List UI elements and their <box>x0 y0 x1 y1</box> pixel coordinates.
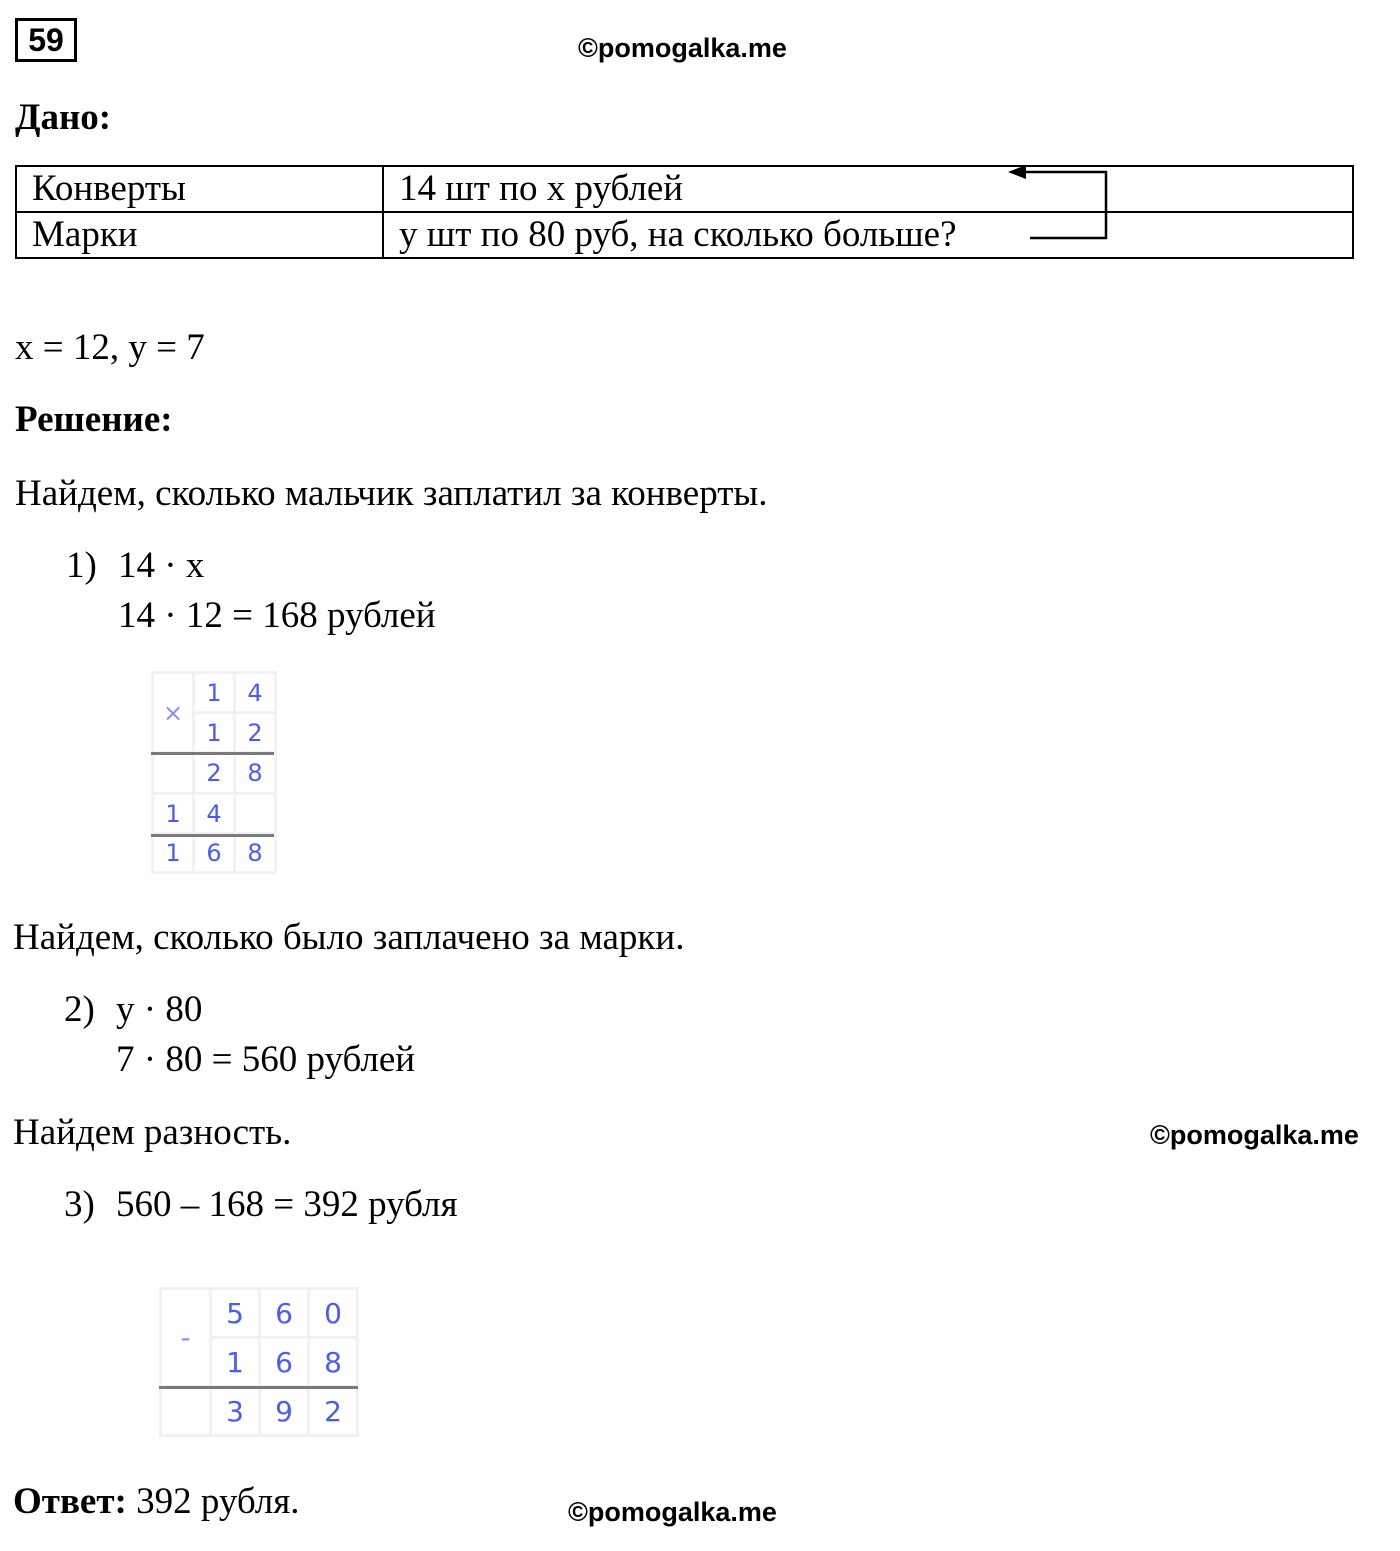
answer-value: 392 рубля. <box>136 1481 300 1522</box>
values-line: х = 12, у = 7 <box>15 327 205 368</box>
watermark-middle: ©pomogalka.me <box>1150 1120 1359 1150</box>
grid-cell: 6 <box>195 835 233 871</box>
given-value-stamps: у шт по 80 руб, на сколько больше? <box>383 212 1353 258</box>
grid-cell: 1 <box>195 674 233 711</box>
grid-cell <box>154 754 192 792</box>
answer-label: Ответ: <box>13 1481 127 1522</box>
step-1-number: 1) <box>66 545 97 586</box>
given-heading: Дано: <box>15 97 112 138</box>
given-table <box>15 165 1354 259</box>
given-label-stamps: Марки <box>16 212 383 258</box>
grid-cell <box>236 795 274 832</box>
step-3-number: 3) <box>64 1184 95 1225</box>
grid-cell <box>162 1388 209 1434</box>
grid-cell: 9 <box>261 1388 307 1434</box>
step-2-expression: у · 80 <box>116 989 203 1030</box>
given-label-envelopes: Конверты <box>16 166 383 212</box>
solution-intro-1: Найдем, сколько мальчик заплатил за конверты. <box>15 473 768 514</box>
grid-cell: 1 <box>195 714 233 751</box>
solution-intro-3: Найдем разность. <box>13 1112 292 1153</box>
grid-cell: 8 <box>236 835 274 871</box>
grid-cell: 2 <box>195 754 233 792</box>
given-row-envelopes <box>16 166 1353 212</box>
given-value-envelopes: 14 шт по х рублей <box>383 166 1353 212</box>
grid-cell: 5 <box>212 1290 258 1336</box>
grid-cell: 4 <box>236 674 274 711</box>
grid-cell: 1 <box>212 1339 258 1385</box>
multiply-rule-2 <box>151 834 274 837</box>
grid-cell: 6 <box>261 1339 307 1385</box>
multiply-rule-1 <box>151 752 274 755</box>
watermark-top: ©pomogalka.me <box>578 33 787 63</box>
subtraction-grid <box>159 1287 359 1437</box>
step-2-number: 2) <box>64 989 95 1030</box>
grid-cell: 3 <box>212 1388 258 1434</box>
grid-cell: 2 <box>236 714 274 751</box>
step-1-expression: 14 · х <box>118 545 205 586</box>
step-3-calculation: 560 – 168 = 392 рубля <box>116 1184 458 1225</box>
grid-cell: 2 <box>310 1388 356 1434</box>
multiply-operator: × <box>154 674 192 751</box>
answer-line <box>13 1480 300 1524</box>
multiplication-grid <box>151 671 277 874</box>
grid-cell: 6 <box>261 1290 307 1336</box>
minus-operator: - <box>162 1290 209 1385</box>
grid-cell: 1 <box>154 795 192 832</box>
watermark-bottom: ©pomogalka.me <box>568 1497 777 1527</box>
grid-cell: 4 <box>195 795 233 832</box>
solution-intro-2: Найдем, сколько было заплачено за марки. <box>13 917 685 958</box>
problem-number: 59 <box>15 18 77 62</box>
step-1-calculation: 14 · 12 = 168 рублей <box>118 595 436 636</box>
grid-cell: 8 <box>310 1339 356 1385</box>
grid-cell: 1 <box>154 835 192 871</box>
step-2-calculation: 7 · 80 = 560 рублей <box>116 1039 416 1080</box>
solution-heading: Решение: <box>15 399 173 440</box>
subtraction-rule <box>159 1386 358 1389</box>
given-row-stamps <box>16 212 1353 258</box>
grid-cell: 8 <box>236 754 274 792</box>
grid-cell: 0 <box>310 1290 356 1336</box>
